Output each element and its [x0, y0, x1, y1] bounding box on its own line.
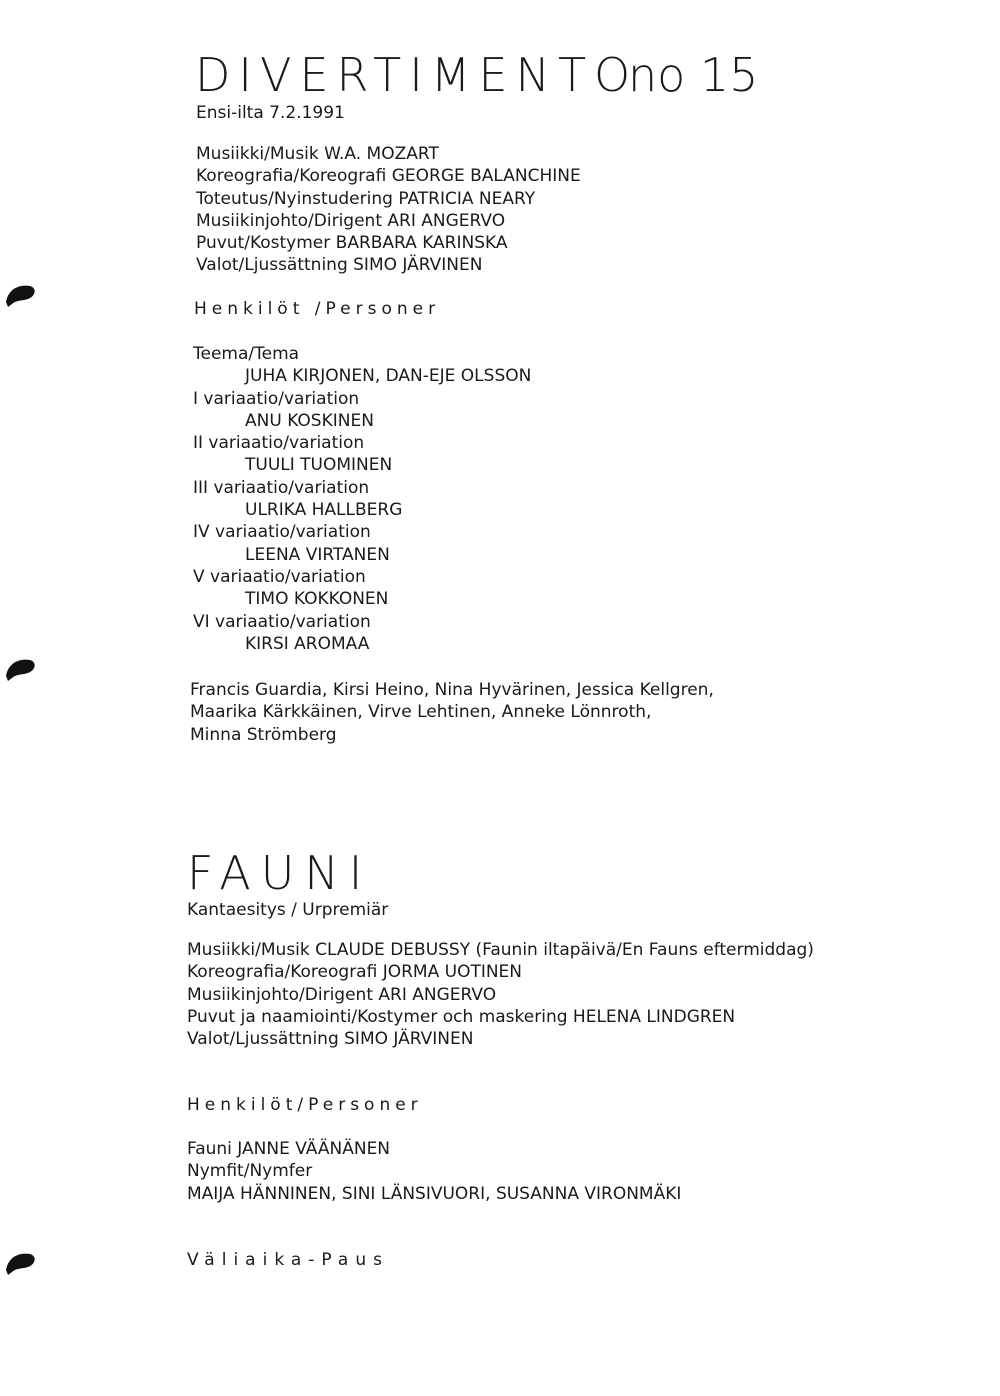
- cast-line: Nymfit/Nymfer: [187, 1161, 313, 1182]
- credit-line: Puvut/Kostymer BARBARA KARINSKA: [196, 233, 508, 254]
- ensemble-line: Minna Strömberg: [190, 724, 337, 745]
- dancer-name: ULRIKA HALLBERG: [245, 500, 403, 521]
- fauni-credits: [187, 939, 814, 1050]
- ensemble-line: Maarika Kärkkäinen, Virve Lehtinen, Anneke Lönnroth,: [190, 702, 652, 723]
- credit-line: Koreografia/Koreografi JORMA UOTINEN: [187, 962, 523, 983]
- punch-hole-mark: [4, 282, 38, 312]
- cast-line: MAIJA HÄNNINEN, SINI LÄNSIVUORI, SUSANNA VIRONMÄKI: [187, 1183, 682, 1204]
- role-list: [193, 343, 531, 655]
- fauni-title: FAUNI: [187, 846, 373, 900]
- credit-line: Valot/Ljussättning SIMO JÄRVINEN: [196, 255, 483, 276]
- credit-line: Puvut ja naamiointi/Kostymer och maskering HELENA LINDGREN: [187, 1006, 736, 1027]
- credit-line: Musiikinjohto/Dirigent ARI ANGERVO: [196, 210, 506, 231]
- role-name: IV variaatio/variation: [193, 522, 371, 543]
- fauni-cast: [187, 1138, 681, 1205]
- cast-line: Fauni JANNE VÄÄNÄNEN: [187, 1139, 391, 1159]
- divertimento-number: no 15: [628, 48, 759, 102]
- intermission: Väliaika-Paus: [187, 1250, 389, 1270]
- dancer-name: TUULI TUOMINEN: [245, 455, 393, 476]
- divertimento-credits: [196, 143, 581, 277]
- ensemble-line: Francis Guardia, Kirsi Heino, Nina Hyvärinen, Jessica Kellgren,: [190, 680, 714, 700]
- persons-heading: Henkilöt /Personer: [194, 299, 441, 319]
- credit-line: Musiikinjohto/Dirigent ARI ANGERVO: [187, 984, 497, 1005]
- role-name: II variaatio/variation: [193, 433, 365, 454]
- credit-line: Musiikki/Musik CLAUDE DEBUSSY (Faunin iltapäivä/En Fauns eftermiddag): [187, 940, 814, 960]
- dancer-name: ANU KOSKINEN: [245, 410, 374, 431]
- ensemble-list: [190, 679, 714, 746]
- dancer-name: KIRSI AROMAA: [245, 633, 370, 654]
- divertimento-premiere: Ensi-ilta 7.2.1991: [196, 103, 345, 123]
- persons-heading: Henkilöt/Personer: [187, 1095, 423, 1115]
- credit-line: Koreografia/Koreografi GEORGE BALANCHINE: [196, 166, 581, 187]
- role-name: VI variaatio/variation: [193, 611, 371, 632]
- dancer-name: LEENA VIRTANEN: [245, 544, 390, 565]
- role-name: I variaatio/variation: [193, 388, 360, 409]
- dancer-name: TIMO KOKKONEN: [245, 589, 389, 610]
- credit-line: Musiikki/Musik W.A. MOZART: [196, 144, 439, 164]
- role-name: Teema/Tema: [193, 344, 300, 364]
- role-name: V variaatio/variation: [193, 566, 366, 587]
- punch-hole-mark: [4, 1250, 38, 1280]
- divertimento-title: DIVERTIMENTO: [195, 48, 639, 102]
- punch-hole-mark: [4, 656, 38, 686]
- credit-line: Valot/Ljussättning SIMO JÄRVINEN: [187, 1029, 474, 1050]
- fauni-premiere: Kantaesitys / Urpremiär: [187, 900, 389, 920]
- dancer-name: JUHA KIRJONEN, DAN-EJE OLSSON: [245, 366, 532, 387]
- credit-line: Toteutus/Nyinstudering PATRICIA NEARY: [196, 188, 536, 209]
- role-name: III variaatio/variation: [193, 477, 370, 498]
